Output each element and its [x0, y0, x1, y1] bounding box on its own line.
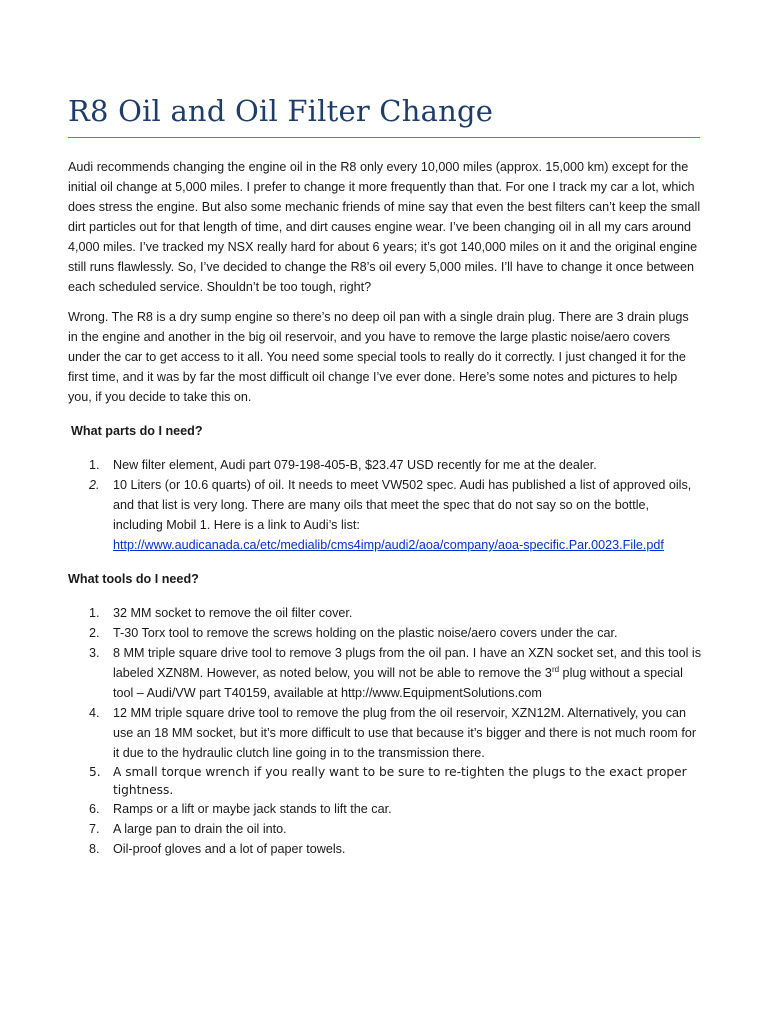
- list-number: 1.: [89, 606, 100, 620]
- list-item-text-part: 8 MM triple square drive tool to remove 3 plugs from the oil pan. I have an XZN socket set, and this tool is labeled XZN8M. However, as noted below, you will not be able to remove the 3: [113, 646, 701, 680]
- list-item-text: 10 Liters (or 10.6 quarts) of oil. It needs to meet VW502 spec. Audi has published a list of approved oils, and that list is very long. There are many oils that meet the spec that do not say so on the bottle, including Mobil 1. Here is a link to Audi’s list:: [113, 478, 692, 532]
- list-item-text: [113, 646, 701, 700]
- tools-list: [68, 603, 702, 859]
- list-item: [68, 703, 702, 763]
- parts-list: [68, 455, 702, 555]
- list-number: 3.: [89, 646, 100, 660]
- list-number: 5.: [89, 765, 101, 779]
- list-item: [68, 455, 702, 475]
- list-number: 7.: [89, 822, 100, 836]
- list-item-text: T-30 Torx tool to remove the screws holding on the plastic noise/aero covers under the car.: [113, 626, 618, 640]
- parts-heading: What parts do I need?: [71, 424, 203, 438]
- list-item-text: 12 MM triple square drive tool to remove the plug from the oil reservoir, XZN12M. Alternatively, you can use an 18 MM socket, but it’s more difficult to use that because it’s bigger and there is not much room for it due to the hydraulic clutch line going in to the transmission there.: [113, 706, 697, 760]
- tools-heading: What tools do I need?: [68, 572, 199, 586]
- document-body: [68, 157, 702, 870]
- list-item-text: A large pan to drain the oil into.: [113, 822, 287, 836]
- page-title: R8 Oil and Oil Filter Change: [68, 94, 494, 128]
- audi-oil-list-link[interactable]: http://www.audicanada.ca/etc/medialib/cms4imp/audi2/aoa/company/aoa-specific.Par.0023.File.pdf: [113, 538, 664, 552]
- list-item: [68, 603, 702, 623]
- list-item-text-part: plug without a special tool – Audi/VW part T40159, available at http://www.EquipmentSolutions.com: [113, 666, 683, 700]
- list-number: 1.: [89, 458, 100, 472]
- list-number: 4.: [89, 706, 100, 720]
- dry-sump-paragraph: Wrong. The R8 is a dry sump engine so there’s no deep oil pan with a single drain plug. There are 3 drain plugs in the engine and another in the big oil reservoir, and you have to remove the large plastic noise/aero covers under the car to get access to it all. You need some special tools to really do it correctly. I just changed it for the first time, and it was by far the most difficult oil change I’ve ever done. Here’s some notes and pictures to help you, if you decide to take this on.: [68, 310, 689, 404]
- list-item-text: A small torque wrench if you really want to be sure to re-tighten the plugs to the exact proper tightness.: [113, 765, 687, 797]
- list-number: 6.: [89, 802, 100, 816]
- list-item: [68, 799, 702, 819]
- list-item-text: Oil-proof gloves and a lot of paper towels.: [113, 842, 346, 856]
- list-item-text: Ramps or a lift or maybe jack stands to lift the car.: [113, 802, 392, 816]
- title-divider: [68, 137, 700, 138]
- ordinal-suffix: rd: [551, 664, 560, 674]
- list-number: 2.: [89, 478, 100, 492]
- list-item-text: 32 MM socket to remove the oil filter cover.: [113, 606, 353, 620]
- list-item: [68, 819, 702, 839]
- list-number: 8.: [89, 842, 100, 856]
- list-item: [68, 763, 702, 799]
- intro-paragraph: Audi recommends changing the engine oil in the R8 only every 10,000 miles (approx. 15,000 km) except for the initial oil change at 5,000 miles. I prefer to change it more frequently than that. For one I track my car a lot, which does stress the engine. But also some mechanic friends of mine say that even the best filters can’t keep the small dirt particles out for that length of time, and dirt causes engine wear. I’ve been changing oil in all my cars around 4,000 miles. I’ve tracked my NSX really hard for about 6 years; it’s got 140,000 miles on it and the original engine still runs flawlessly. So, I’ve decided to change the R8’s oil every 5,000 miles. I’ll have to change it once between each scheduled service. Shouldn’t be too tough, right?: [68, 160, 701, 294]
- list-item: [68, 839, 702, 859]
- list-item-text: New filter element, Audi part 079-198-405-B, $23.47 USD recently for me at the dealer.: [113, 458, 597, 472]
- list-number: 2.: [89, 626, 100, 640]
- list-item: [68, 475, 702, 555]
- list-item: [68, 623, 702, 643]
- list-item: [68, 643, 702, 703]
